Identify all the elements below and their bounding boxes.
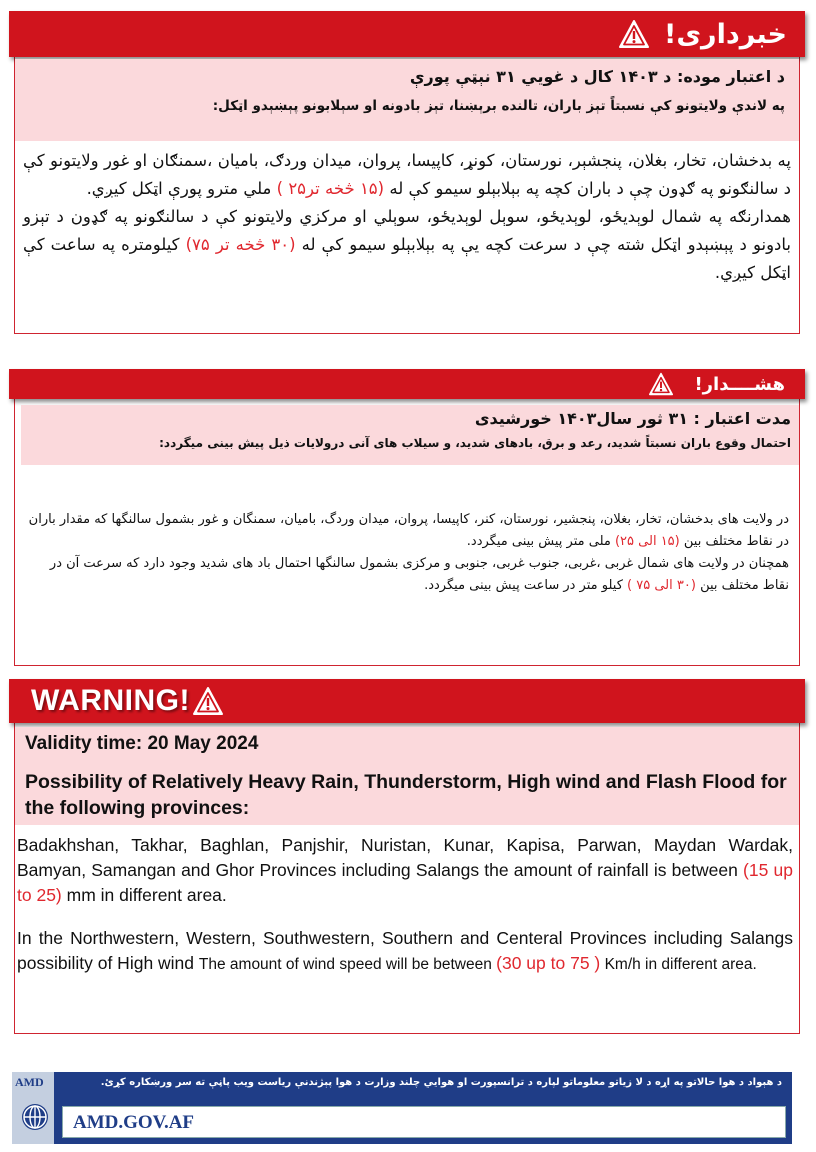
dari-headline: احتمال وقوع باران نسبتاً شدید، رعد و برق، بادهای شدید، و سیلاب های آنی درولایات ذیل پیش بینی میگردد: — [159, 436, 791, 450]
dari-wind-speed: (۳۰ الی ۷۵ ) — [627, 578, 696, 593]
english-rain-amount: (15 up to 25) — [17, 860, 793, 905]
english-rain-unit: mm in different area. — [61, 885, 227, 905]
dari-validity: مدت اعتبار : ۳۱ ثور سال۱۴۰۳ خورشیدی — [474, 409, 791, 428]
english-warning-panel — [14, 682, 800, 1034]
pashto-rain-text: په بدخشان، تخار، بغلان، پنجشېر، نورستان، کونړ، کاپيسا، پروان، ميدان وردګ، باميان ،سمنګان او غور ولايتونو کې د سالنګونو په ګډون چې د باران کچه په بېلابېلو سيمو کې له — [23, 151, 791, 198]
english-validity: Validity time: 20 May 2024 — [25, 733, 259, 754]
pashto-warning-panel — [14, 14, 800, 334]
dari-paragraph-rain — [25, 509, 789, 553]
dari-rain-unit: ملی متر پیش بینی میگردد. — [466, 534, 615, 549]
english-wind-speed: (30 up to 75 ) — [496, 953, 601, 973]
dari-paragraph-wind — [25, 553, 789, 597]
pashto-wind-speed: (۳۰ څخه تر ۷۵) — [185, 235, 296, 254]
english-warning-title: WARNING! — [31, 684, 190, 717]
website-link[interactable] — [62, 1106, 786, 1138]
pashto-rain-amount: (۱۵ څخه تر۲۵ ) — [276, 179, 385, 198]
english-paragraph-wind — [17, 926, 793, 977]
dari-rain-text: در ولایت های بدخشان، تخار، بغلان، پنجشیر، نورستان، کنر، کاپیسا، پروان، میدان وردگ، بامیان، سمنگان و غور بشمول سالنگها که مقدار باران در نقاط مختلف بین — [28, 512, 789, 549]
english-wind-speed-text: The amount of wind speed will be between — [198, 956, 497, 973]
pashto-headline: په لاندې ولايتونو کې نسبتاً تېز باران، تالنده برېښنا، تېز بادونه او سېلابونو پېښېدو اټکل: — [212, 98, 785, 114]
dari-wind-text: همچنان در ولایت های شمال غربی ،غربی، جنوب غربی، جنوبی و مرکزی بشمول سالنگها احتمال باد های شدید وجود دارد که سرعت آن در نقاط مختلف بین — [49, 556, 789, 593]
dari-rain-amount: (۱۵ الی ۲۵) — [614, 534, 680, 549]
english-header-area — [15, 727, 799, 825]
english-body — [17, 833, 793, 995]
dari-warning-panel — [14, 372, 800, 666]
pashto-rain-unit: ملي مترو پورې اټکل کيږي. — [86, 179, 277, 198]
globe-icon — [20, 1102, 50, 1132]
dari-body — [25, 509, 789, 597]
footer-notice: د هېواد د هوا حالاتو په اړه د لا زياتو معلوماتو لپاره د ترانسپورت او هوايي چلند وزارت د هوا پېژندنې رياست ويب پاڼې ته سر ورښکاره کړئ. — [100, 1077, 782, 1088]
pashto-paragraph-rain — [23, 147, 791, 203]
pashto-warning-banner — [9, 11, 805, 57]
pashto-body — [23, 147, 791, 287]
pashto-warning-title: خبرداری! — [664, 18, 787, 50]
warning-triangle-icon — [618, 19, 650, 49]
footer-bar — [12, 1072, 792, 1144]
pashto-paragraph-wind — [23, 203, 791, 287]
website-url[interactable]: AMD.GOV.AF — [73, 1112, 195, 1133]
dari-warning-title: هشــــدار! — [694, 373, 785, 395]
english-rain-text: Badakhshan, Takhar, Baghlan, Panjshir, Nuristan, Kunar, Kapisa, Parwan, Maydan Wardak, Bamyan, Samangan and Ghor Provinces including Salangs the amount of rainfall is between — [17, 835, 793, 880]
dari-warning-banner — [9, 369, 805, 399]
english-warning-banner — [9, 679, 805, 723]
warning-triangle-icon — [648, 372, 674, 396]
english-wind-unit: Km/h in different area. — [600, 956, 757, 973]
dari-wind-unit: کیلو متر در ساعت پیش بینی میگردد. — [424, 578, 628, 593]
pashto-validity: د اعتبار موده: د ۱۴۰۳ کال د غويي ۳۱ نېټې پورې — [409, 67, 785, 86]
english-headline: Possibility of Relatively Heavy Rain, Thunderstorm, High wind and Flash Flood for the following provinces: — [25, 771, 787, 819]
amd-logo — [12, 1072, 54, 1144]
pashto-wind-unit: کيلومتره په ساعت کې اټکل کيږي. — [23, 235, 791, 282]
english-wind-text: In the Northwestern, Western, Southwestern, Southern and Centeral Provinces including Salangs possibility of High wind — [17, 928, 793, 973]
amd-logo-text: AMD — [15, 1075, 44, 1089]
dari-header-area — [21, 405, 799, 465]
pashto-header-area — [15, 59, 799, 141]
english-paragraph-rain — [17, 833, 793, 908]
warning-triangle-icon — [192, 686, 224, 716]
pashto-wind-text: همدارنګه په شمال لوېديځو، لوېديځو، سوېل لوېديځو، سوېلي او مرکزي ولايتونو کې د سالنګونو په ګډون د تېزو بادونو د پېښېدو اټکل شته چې د سرعت کچه يې په بېلابېلو سيمو کې له — [23, 207, 792, 254]
